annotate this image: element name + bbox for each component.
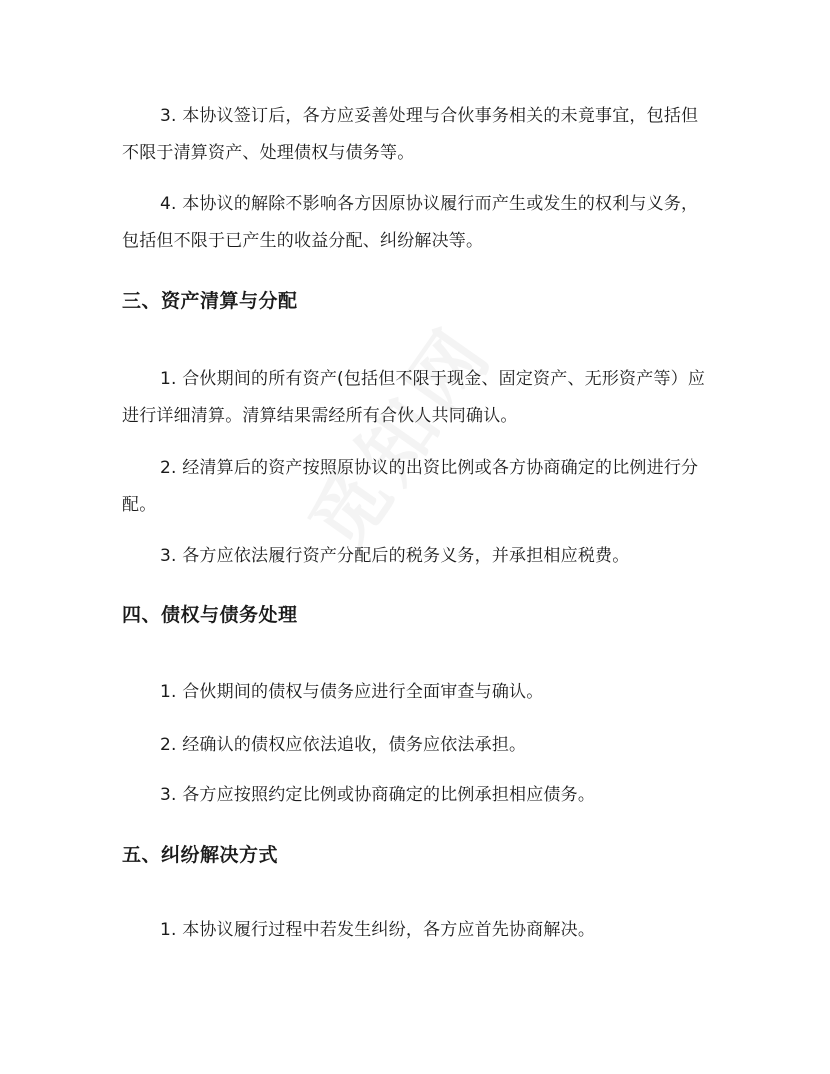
paragraph-continuation-3: 3. 本协议签订后，各方应妥善处理与合伙事务相关的未竟事宜，包括但不限于清算资产、处理债权与债务等。	[122, 106, 699, 163]
paragraph-continuation-4: 4. 本协议的解除不影响各方因原协议履行而产生或发生的权利与义务，包括但不限于已产生的收益分配、纠纷解决等。	[122, 194, 699, 251]
section3-item-2: 2. 经清算后的资产按照原协议的出资比例或各方协商确定的比例进行分配。	[122, 458, 699, 515]
section5-item-1: 1. 本协议履行过程中若发生纠纷，各方应首先协商解决。	[160, 920, 596, 940]
section-heading-dispute-resolution: 五、纠纷解决方式	[122, 844, 279, 866]
section4-item-1: 1. 合伙期间的债权与债务应进行全面审查与确认。	[160, 682, 544, 702]
section4-item-2: 2. 经确认的债权应依法追收，债务应依法承担。	[160, 735, 527, 755]
section3-item-3: 3. 各方应依法履行资产分配后的税务义务，并承担相应税费。	[160, 546, 630, 566]
section-heading-debt-handling: 四、债权与债务处理	[122, 604, 298, 626]
section-heading-asset-liquidation: 三、资产清算与分配	[122, 290, 298, 312]
section4-item-3: 3. 各方应按照约定比例或协商确定的比例承担相应债务。	[160, 785, 596, 805]
section3-item-1: 1. 合伙期间的所有资产(包括但不限于现金、固定资产、无形资产等）应进行详细清算。清算结果需经所有合伙人共同确认。	[122, 369, 706, 426]
